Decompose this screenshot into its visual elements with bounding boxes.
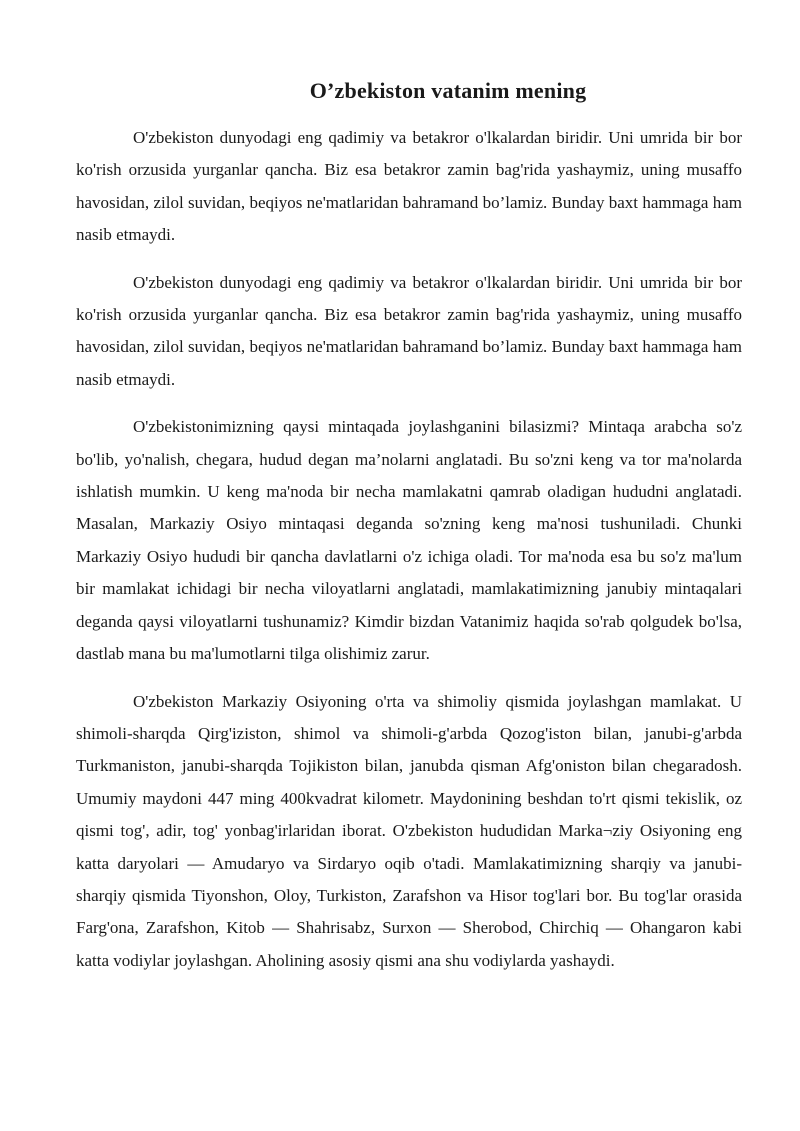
document-title: O’zbekiston vatanim mening [309, 78, 587, 103]
document-page [76, 76, 742, 992]
paragraph: O'zbekiston dunyodagi eng qadimiy va betakror o'lkalardan biridir. Uni umrida bir bor ko'rish orzusida yurganlar qancha. Biz esa betakror zamin bag'rida yashaymiz, uning musaffo havosidan, zilol suvidan, beqiyos ne'matlaridan bahramand bo’lamiz. Bunday baxt hammaga ham nasib etmaydi. [76, 272, 742, 389]
paragraph: O'zbekiston dunyodagi eng qadimiy va betakror o'lkalardan biridir. Uni umrida bir bor ko'rish orzusida yurganlar qancha. Biz esa betakror zamin bag'rida yashaymiz, uning musaffo havosidan, zilol suvidan, beqiyos ne'matlaridan bahramand bo’lamiz. Bunday baxt hammaga ham nasib etmaydi. [76, 128, 742, 245]
paragraph: O'zbekistonimizning qaysi mintaqada joylashganini bilasizmi? Mintaqa arabcha so'z bo'lib, yo'nalish, chegara, hudud degan ma’nolarni anglatadi. Bu so'zni keng va tor ma'nolarda ishlatish mumkin. U keng ma'noda bir necha mamlakatni qamrab oladigan hududni anglatadi. Masalan, Markaziy Osiyo mintaqasi deganda so'zning keng ma'nosi tushuniladi. Chunki Markaziy Osiyo hududi bir qancha davlatlarni o'z ichiga oladi. Tor ma'noda esa bu so'z ma'lum bir mamlakat ichidagi bir necha viloyatlarni anglatadi, mamlakatimizning janubiy mintaqalari deganda qaysi viloyatlarni tushunamiz? Kimdir bizdan Vatanimiz haqida so'rab qolgudek bo'lsa, dastlab mana bu ma'lumotlarni tilga olishimiz zarur. [76, 417, 742, 664]
paragraph: O'zbekiston Markaziy Osiyoning o'rta va shimoliy qismida joylashgan mamlakat. U shimoli-sharqda Qirg'iziston, shimol va shimoli-g'arbda Qozog'iston bilan, janubi-g'arbda Turkmaniston, janubi-sharqda Tojikiston bilan, janubda qisman Afg'oniston bilan chegaradosh. Umumiy maydoni 447 ming 400kvadrat kilometr. Maydonining beshdan to'rt qismi tekislik, oz qismi tog', adir, tog' yonbag'irlaridan iborat. O'zbekiston hududidan Marka¬ziy Osiyoning eng katta daryolari — Amudaryo va Sirdaryo oqib o'tadi. Mamlakatimizning sharqiy va janubi-sharqiy qismida Tiyonshon, Oloy, Turkiston, Zarafshon va Hisor tog'lari bor. Bu tog'lar orasida Farg'ona, Zarafshon, Kitob — Shahrisabz, Surxon — Sherobod, Chirchiq — Ohangaron kabi katta vodiylar joylashgan. Aholining asosiy qismi ana shu vodiylarda yashaydi. [76, 691, 742, 970]
